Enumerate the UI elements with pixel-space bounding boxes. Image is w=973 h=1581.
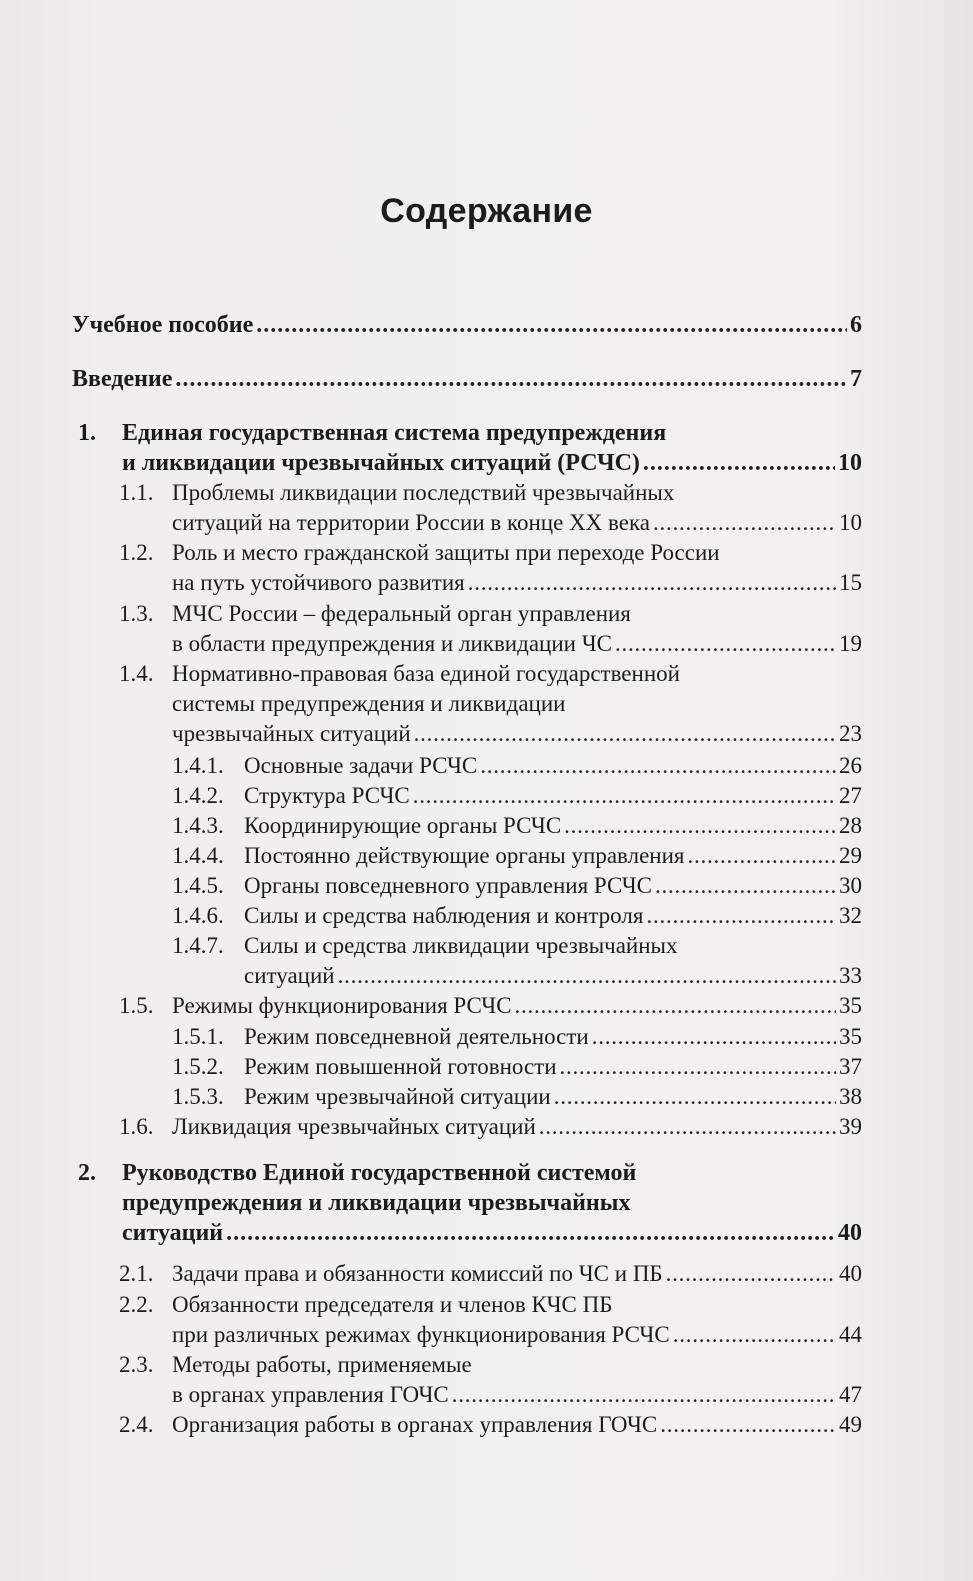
toc-entry-number: 1. xyxy=(78,420,96,446)
toc-entry-title: Руководство Единой государственной системой xyxy=(122,1160,637,1186)
dot-leader xyxy=(175,364,847,394)
dot-leader xyxy=(452,1380,836,1410)
toc-entry-title: Нормативно-правовая база единой государственной xyxy=(172,661,680,686)
toc-entry-title: Координирующие органы РСЧС xyxy=(244,813,562,838)
toc-page-number: 49 xyxy=(839,1412,862,1437)
toc-page-number: 30 xyxy=(839,873,862,898)
toc-entry xyxy=(119,1112,862,1142)
toc-entry-number: 1.4. xyxy=(119,661,154,686)
toc-entry xyxy=(78,418,862,478)
toc-page-number: 37 xyxy=(839,1054,862,1079)
toc-entry-title: Задачи права и обязанности комиссий по ЧС и ПБ xyxy=(172,1261,663,1286)
toc-entry xyxy=(119,1410,862,1440)
toc-entry-title: при различных режимах функционирования РСЧС xyxy=(172,1322,670,1347)
dot-leader xyxy=(468,568,836,598)
toc-entry-title: Режимы функционирования РСЧС xyxy=(172,993,512,1018)
toc-entry xyxy=(72,364,862,394)
toc-page-number: 40 xyxy=(839,1261,862,1286)
toc-entry xyxy=(119,659,862,749)
toc-entry-number: 1.6. xyxy=(119,1114,154,1139)
toc-entry xyxy=(172,931,862,991)
toc-page-number: 35 xyxy=(839,1024,862,1049)
toc-page-number: 15 xyxy=(839,570,862,595)
toc-page-number: 39 xyxy=(839,1114,862,1139)
toc-entry xyxy=(172,751,862,781)
toc-page-number: 19 xyxy=(839,631,862,656)
toc-page-number: 26 xyxy=(839,753,862,778)
toc-entry-title: Проблемы ликвидации последствий чрезвычайных xyxy=(172,480,675,505)
toc-entry-number: 1.1. xyxy=(119,480,154,505)
toc-entry-title: системы предупреждения и ликвидации xyxy=(172,691,566,716)
toc-entry-title: чрезвычайных ситуаций xyxy=(172,721,411,746)
toc-page-number: 38 xyxy=(839,1084,862,1109)
toc-entry-number: 2.2. xyxy=(119,1292,154,1317)
toc-entry-title: Ликвидация чрезвычайных ситуаций xyxy=(172,1114,536,1139)
toc-entry-title: Учебное пособие xyxy=(72,312,254,338)
dot-leader xyxy=(554,1082,836,1112)
toc-entry-number: 1.4.2. xyxy=(172,783,224,808)
dot-leader xyxy=(256,310,847,340)
toc-entry-number: 1.5.3. xyxy=(172,1084,224,1109)
dot-leader xyxy=(687,841,836,871)
dot-leader xyxy=(666,1259,836,1289)
dot-leader xyxy=(539,1112,836,1142)
toc-entry-number: 1.4.3. xyxy=(172,813,224,838)
toc-page-number: 40 xyxy=(838,1220,862,1246)
toc-entry xyxy=(119,599,862,659)
toc-page-number: 28 xyxy=(839,813,862,838)
dot-leader xyxy=(480,751,836,781)
toc-entry-number: 1.4.6. xyxy=(172,903,224,928)
toc-page-number: 35 xyxy=(839,993,862,1018)
toc-entry-title: и ликвидации чрезвычайных ситуаций (РСЧС) xyxy=(122,450,640,476)
dot-leader xyxy=(673,1320,836,1350)
toc-entry xyxy=(119,1290,862,1350)
toc-entry xyxy=(172,811,862,841)
toc-entry-number: 1.4.7. xyxy=(172,933,224,958)
dot-leader xyxy=(515,991,836,1021)
dot-leader xyxy=(338,961,836,991)
toc-entry-title: Обязанности председателя и членов КЧС ПБ xyxy=(172,1292,613,1317)
toc-entry-title: Режим чрезвычайной ситуации xyxy=(244,1084,551,1109)
dot-leader xyxy=(615,629,836,659)
toc-page-number: 10 xyxy=(838,450,862,476)
toc-entry-title: ситуаций xyxy=(244,963,335,988)
dot-leader xyxy=(653,508,836,538)
toc-entry-title: предупреждения и ликвидации чрезвычайных xyxy=(122,1190,631,1216)
toc-entry-title: Введение xyxy=(72,366,173,392)
dot-leader xyxy=(414,719,836,749)
dot-leader xyxy=(655,871,836,901)
toc-entry xyxy=(119,991,862,1021)
toc-entry xyxy=(172,1052,862,1082)
dot-leader xyxy=(643,448,835,478)
toc-entry xyxy=(172,1022,862,1052)
toc-entry xyxy=(172,781,862,811)
toc-entry-number: 2.4. xyxy=(119,1412,154,1437)
toc-entry-number: 1.5.1. xyxy=(172,1024,224,1049)
toc-entry-number: 2.1. xyxy=(119,1261,154,1286)
dot-leader xyxy=(560,1052,836,1082)
toc-entry-number: 1.5.2. xyxy=(172,1054,224,1079)
toc-entry xyxy=(78,1158,862,1248)
toc-entry-title: Силы и средства наблюдения и контроля xyxy=(244,903,644,928)
toc-entry xyxy=(119,1350,862,1410)
dot-leader xyxy=(564,811,836,841)
toc-entry-number: 1.3. xyxy=(119,601,154,626)
toc-entry xyxy=(172,871,862,901)
page-title: Содержание xyxy=(380,192,593,230)
toc-entry-title: ситуаций xyxy=(122,1220,224,1246)
toc-page-number: 10 xyxy=(839,510,862,535)
toc-entry-title: на путь устойчивого развития xyxy=(172,570,465,595)
toc-entry-number: 1.5. xyxy=(119,993,154,1018)
toc-page-number: 32 xyxy=(839,903,862,928)
toc-page-number: 23 xyxy=(839,721,862,746)
toc-entry-number: 1.4.1. xyxy=(172,753,224,778)
toc-entry-title: Структура РСЧС xyxy=(244,783,410,808)
toc-page-number: 7 xyxy=(850,366,862,392)
toc-entry xyxy=(172,1082,862,1112)
toc-entry xyxy=(72,310,862,340)
toc-entry-title: Единая государственная система предупреждения xyxy=(122,420,667,446)
toc-entry xyxy=(119,538,862,598)
dot-leader xyxy=(660,1410,836,1440)
toc-page-number: 6 xyxy=(850,312,862,338)
toc-page-number: 47 xyxy=(839,1382,862,1407)
toc-entry-title: Постоянно действующие органы управления xyxy=(244,843,685,868)
dot-leader xyxy=(592,1022,836,1052)
toc-entry-number: 2. xyxy=(78,1160,96,1186)
toc-entry-title: Методы работы, применяемые xyxy=(172,1352,472,1377)
toc-entry-title: в органах управления ГОЧС xyxy=(172,1382,449,1407)
toc-entry-number: 2.3. xyxy=(119,1352,154,1377)
toc-entry-title: МЧС России – федеральный орган управления xyxy=(172,601,631,626)
toc-entry-number: 1.4.4. xyxy=(172,843,224,868)
toc-entry-title: Режим повышенной готовности xyxy=(244,1054,557,1079)
toc-page-number: 44 xyxy=(839,1322,862,1347)
toc-page-number: 33 xyxy=(839,963,862,988)
toc-entry-title: Организация работы в органах управления ГОЧС xyxy=(172,1412,658,1437)
toc-entry-title: Силы и средства ликвидации чрезвычайных xyxy=(244,933,678,958)
dot-leader xyxy=(413,781,836,811)
toc-entry-title: Роль и место гражданской защиты при переходе России xyxy=(172,540,720,565)
dot-leader xyxy=(226,1218,835,1248)
toc-entry xyxy=(172,901,862,931)
toc-page-number: 27 xyxy=(839,783,862,808)
toc-entry-title: Основные задачи РСЧС xyxy=(244,753,478,778)
toc-page-number: 29 xyxy=(839,843,862,868)
dot-leader xyxy=(646,901,836,931)
toc-entry-number: 1.2. xyxy=(119,540,154,565)
toc-entry-title: Органы повседневного управления РСЧС xyxy=(244,873,653,898)
toc-entry-number: 1.4.5. xyxy=(172,873,224,898)
toc-entry xyxy=(172,841,862,871)
toc-entry-title: в области предупреждения и ликвидации ЧС xyxy=(172,631,612,656)
toc-entry-title: ситуаций на территории России в конце XX века xyxy=(172,510,651,535)
toc-entry-title: Режим повседневной деятельности xyxy=(244,1024,589,1049)
toc-entry xyxy=(119,1259,862,1289)
toc-entry xyxy=(119,478,862,538)
